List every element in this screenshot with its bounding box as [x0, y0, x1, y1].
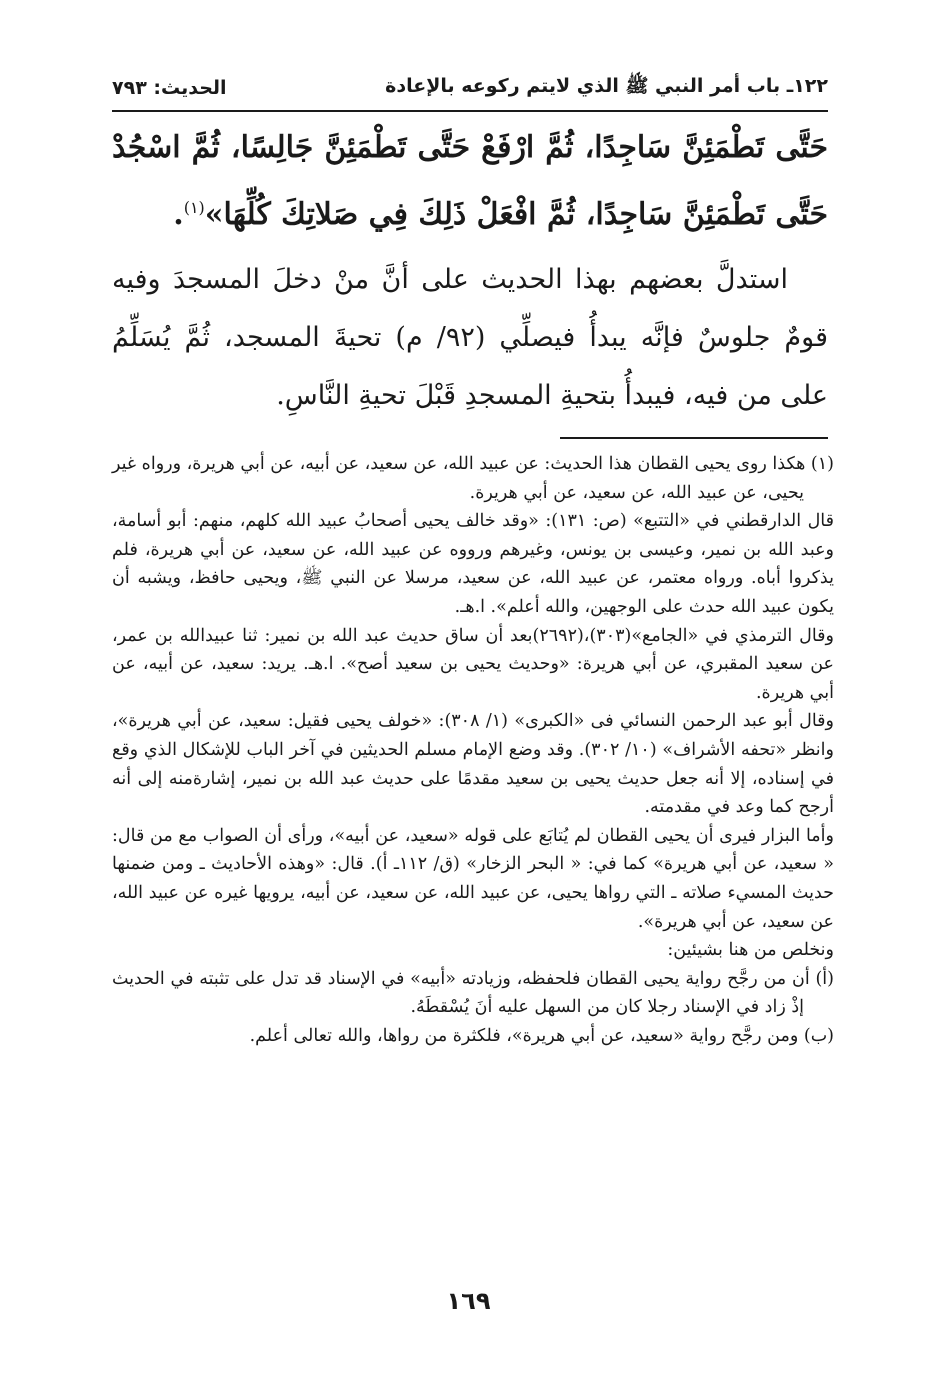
hadith-end: .: [173, 197, 184, 232]
footnote-point-b: (ب) ومن رجَّح رواية «سعيد، عن أبي هريرة»، فلكثرة من رواها، والله تعالى أعلم.: [249, 1025, 834, 1046]
hadith-quote: [112, 118, 828, 245]
footnote-paragraph: قال الدارقطني في «التتبع» (ص: ١٣١): «وقد خالف يحيى أصحابُ عبيد الله كلهم، منهم: أبو أسامة، وعبد الله بن نمير، وعيسى بن يونس، وغيرهم ورووه عن عبيد الله، عن سعيد، عن أبي هريرة، فلم يذكروا أباه. ورواه معتمر، عن عبيد الله، عن سعيد، مرسلا عن النبي ﷺ، ويحيى حافظ، ويشبه أن يكون عبيد الله حدث على الوجهين، والله أعلم». ا.هـ.: [112, 511, 834, 617]
footnote-paragraph: ونخلص من هنا بشيئين:: [667, 940, 834, 961]
footnote-paragraph: وأما البزار فيرى أن يحيى القطان لم يُتابَع على قوله «سعيد، عن أبيه»، ورأى أن الصواب مع من قال: « سعيد، عن أبي هريرة» كما في: « البحر الزخار» (ق/ ١١٢ـ أ). قال: «وهذه الأحاديث ـ ومن ضمنها حديث المسيء صلاته ـ التي رواها يحيى، عن عبيد الله، عن سعيد، عن أبيه، يرويها غيره عن عبيد الله، عن سعيد، عن أبي هريرة».: [112, 825, 834, 932]
footnote-divider: [560, 437, 828, 439]
footnote-reference[interactable]: (١): [183, 198, 205, 217]
header-divider: [112, 110, 828, 112]
chapter-title: ١٢٢ـ باب أمر النبي ﷺ الذي لايتم ركوعه بالإعادة: [385, 75, 828, 97]
footnotes: [112, 450, 834, 1050]
footnote-1: (١) هكذا روى يحيى القطان هذا الحديث: عن عبيد الله، عن سعيد، عن أبيه، عن أبي هريرة، ورواه غير يحيى، عن عبيد الله، عن سعيد، عن أبي هريرة.: [112, 454, 834, 503]
footnote-paragraph: وقال أبو عبد الرحمن النسائي فى «الكبرى» (١/ ٣٠٨): «خولف يحيى فقيل: سعيد، عن أبي هريرة»، وانظر «تحفه الأشراف» (١٠/ ٣٠٢). وقد وضع الإمام مسلم الحديثين في آخر الباب للإشكال الذي وقع في إسناده، إلا أنه جعل حديث يحيى بن سعيد مقدمًا على حديث عبد الله بن نمير، إشارةمنه إلى أنه أرجح كما وعد في مقدمته.: [112, 711, 835, 818]
hadith-text: حَتَّى تَطْمَئِنَّ سَاجِدًا، ثُمَّ ارْفَعْ حَتَّى تَطْمَئِنَّ جَالِسًا، ثُمَّ اسْجُدْ حَتَّى تَطْمَئِنَّ سَاجِدًا، ثُمَّ افْعَلْ ذَلِكَ فِي صَلاتِكَ كُلِّهَا»: [112, 130, 828, 232]
footnote-paragraph: وقال الترمذي في «الجامع»(٣٠٣)،(٢٦٩٢)بعد أن ساق حديث عبد الله بن نمير: ثنا عبيدالله بن عمر، عن سعيد المقبري، عن أبي هريرة: «وحديث يحيى بن سعيد أصح». ا.هـ. يريد: سعيد، عن أبيه، عن أبي هريرة.: [112, 625, 834, 703]
main-body: [112, 118, 828, 425]
footnote-point-a: (أ) أن من رجَّح رواية يحيى القطان فلحفظه، وزيادته «أبيه» في الإسناد قد تدل على تثبته في الحديث إذْ زاد في الإسناد رجلا كان من السهل عليه أنَ يُسْقطَهُ.: [112, 968, 834, 1018]
running-header: [112, 70, 828, 106]
hadith-number: الحديث: ٧٩٣: [112, 77, 227, 99]
commentary-paragraph: استدلَّ بعضهم بهذا الحديث على أنَّ منْ دخلَ المسجدَ وفيه قومٌ جلوسٌ فإنَّه يبدأُ فيصلِّي (٩٢/ م) تحيةَ المسجد، ثُمَّ يُسَلِّمُ على من فيه، فيبدأُ بتحيةِ المسجدِ قَبْلَ تحيةِ النَّاسِ.: [112, 264, 828, 411]
page-number: ١٦٩: [446, 1287, 491, 1315]
